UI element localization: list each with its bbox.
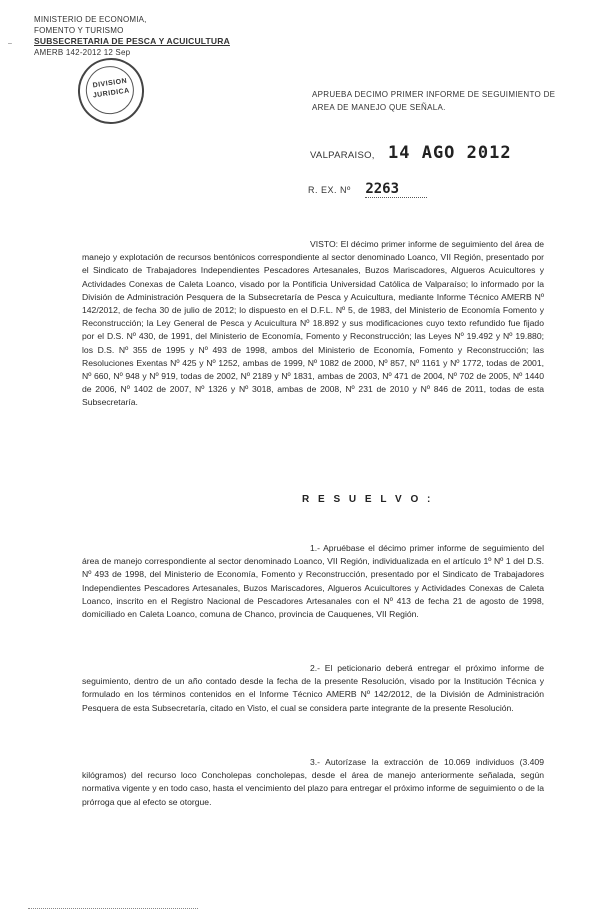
article-2 [82,662,544,715]
article-1 [82,542,544,621]
document-subject: APRUEBA DECIMO PRIMER INFORME DE SEGUIMIENTO DE AREA DE MANEJO QUE SEÑALA. [312,90,556,112]
reference-line: AMERB 142-2012 12 Sep [34,48,131,57]
visto-paragraph [82,238,544,410]
article-3 [82,756,544,809]
resolution-number [308,181,427,198]
bottom-rule [28,908,198,909]
ministry-line: MINISTERIO DE ECONOMIA, [34,15,147,24]
division-juridica-stamp [74,54,149,129]
article-1-text: 1.- Apruébase el décimo primer informe de seguimiento del área de manejo correspondiente al sector denominado Loanco, VII Región, individualizada en el artículo 1º Nº 1 del D.S. Nº 493 de 1998, del Ministerio de Economía, Fomento y Reconstrucción, presentado por el Sindicato de Trabajadores Independientes Pescadores Artesanales, Buzos Mariscadores, Algueros Acuicultores y Actividades Conexas de Caleta Loanco, inscrito en el Registro Nacional de Pescadores Artesanales con el Nº 413 de fecha 21 de agosto de 1998, domiciliado en Caleta Loanco, comuna de Chanco, provincia de Cauquenes, VII Región. [82,543,544,620]
resolution-number-value: 2263 [365,181,427,198]
visto-text: VISTO: El décimo primer informe de seguimiento del área de manejo y explotación de recursos bentónicos correspondiente al sector denominado Loanco, VII Región, presentado por el Sindicato de Trabajadores Independientes Pescadores Artesanales, Buzos Mariscadores, Algueros Acuicultores y Actividades Conexas de Caleta Loanco, visado por la Pontificia Universidad Católica de Valparaíso; lo informado por la División de Administración Pesquera de la Subsecretaría de Pesca y Acuicultura, mediante Informe Técnico AMERB Nº 142/2012, de fecha 30 de julio de 2012; lo dispuesto en el D.F.L. Nº 5, de 1983, del Ministerio de Economía Fomento y Reconstrucción; la Ley General de Pesca y Acuicultura Nº 18.892 y sus modificaciones cuyo texto refundido fue fijado por el D.S. Nº 430, de 1991, del Ministerio de Economía, Fomento y Reconstrucción; las Leyes Nº 19.492 y Nº 19.880; los D.S. Nº 355 de 1995 y Nº 493 de 1998, ambos del Ministerio de Economía, Fomento y Reconstrucción; las Resoluciones Exentas Nº 425 y Nº 1252, ambas de 1999, Nº 1082 de 2000, Nº 857, Nº 1161 y Nº 1772, todas de 2001, Nº 660, Nº 948 y Nº 919, todas de 2002, Nº 2189 y Nº 1831, ambas de 2003, Nº 471 de 2004, Nº 702 de 2005, Nº 1440 de 2006, Nº 1402 de 2007, Nº 1326 y Nº 3018, ambas de 2008, Nº 231 de 2010 y Nº 846 de 2011, todas de esta Subsecretaría. [82,239,544,408]
resuelvo-heading: R E S U E L V O : [302,494,434,505]
article-3-text: 3.- Autorízase la extracción de 10.069 individuos (3.409 kilógramos) del recurso loco Concholepas concholepas, desde el área de manejo anteriormente señalada, según normativa vigente y en todo caso, hasta el vencimiento del plazo para entregar el próximo informe de seguimiento o de la prórroga que al efecto se otorgue. [82,757,544,807]
resolution-label: R. EX. Nº [308,185,351,195]
subsecretaria-line: SUBSECRETARIA DE PESCA Y ACUICULTURA [34,36,230,46]
article-2-text: 2.- El peticionario deberá entregar el próximo informe de seguimiento, dentro de un año contado desde la fecha de la presente Resolución, visado por la Institución Técnica y formulado en los términos contenidos en el Informe Técnico AMERB Nº 142/2012, de la División de Administración Pesquera de esta Subsecretaría, citado en Visto, el cual se considera parte integrante de la presente Resolución. [82,663,544,713]
ministry-line: FOMENTO Y TURISMO [34,26,124,35]
ministry-header [34,14,234,58]
place-label: VALPARAISO, [310,150,375,161]
stamp-text-division: DIVISION [92,77,128,90]
margin-mark: – [8,40,12,47]
stamp-text-juridica: JURIDICA [92,87,131,100]
date-stamp: 14 AGO 2012 [388,143,512,163]
